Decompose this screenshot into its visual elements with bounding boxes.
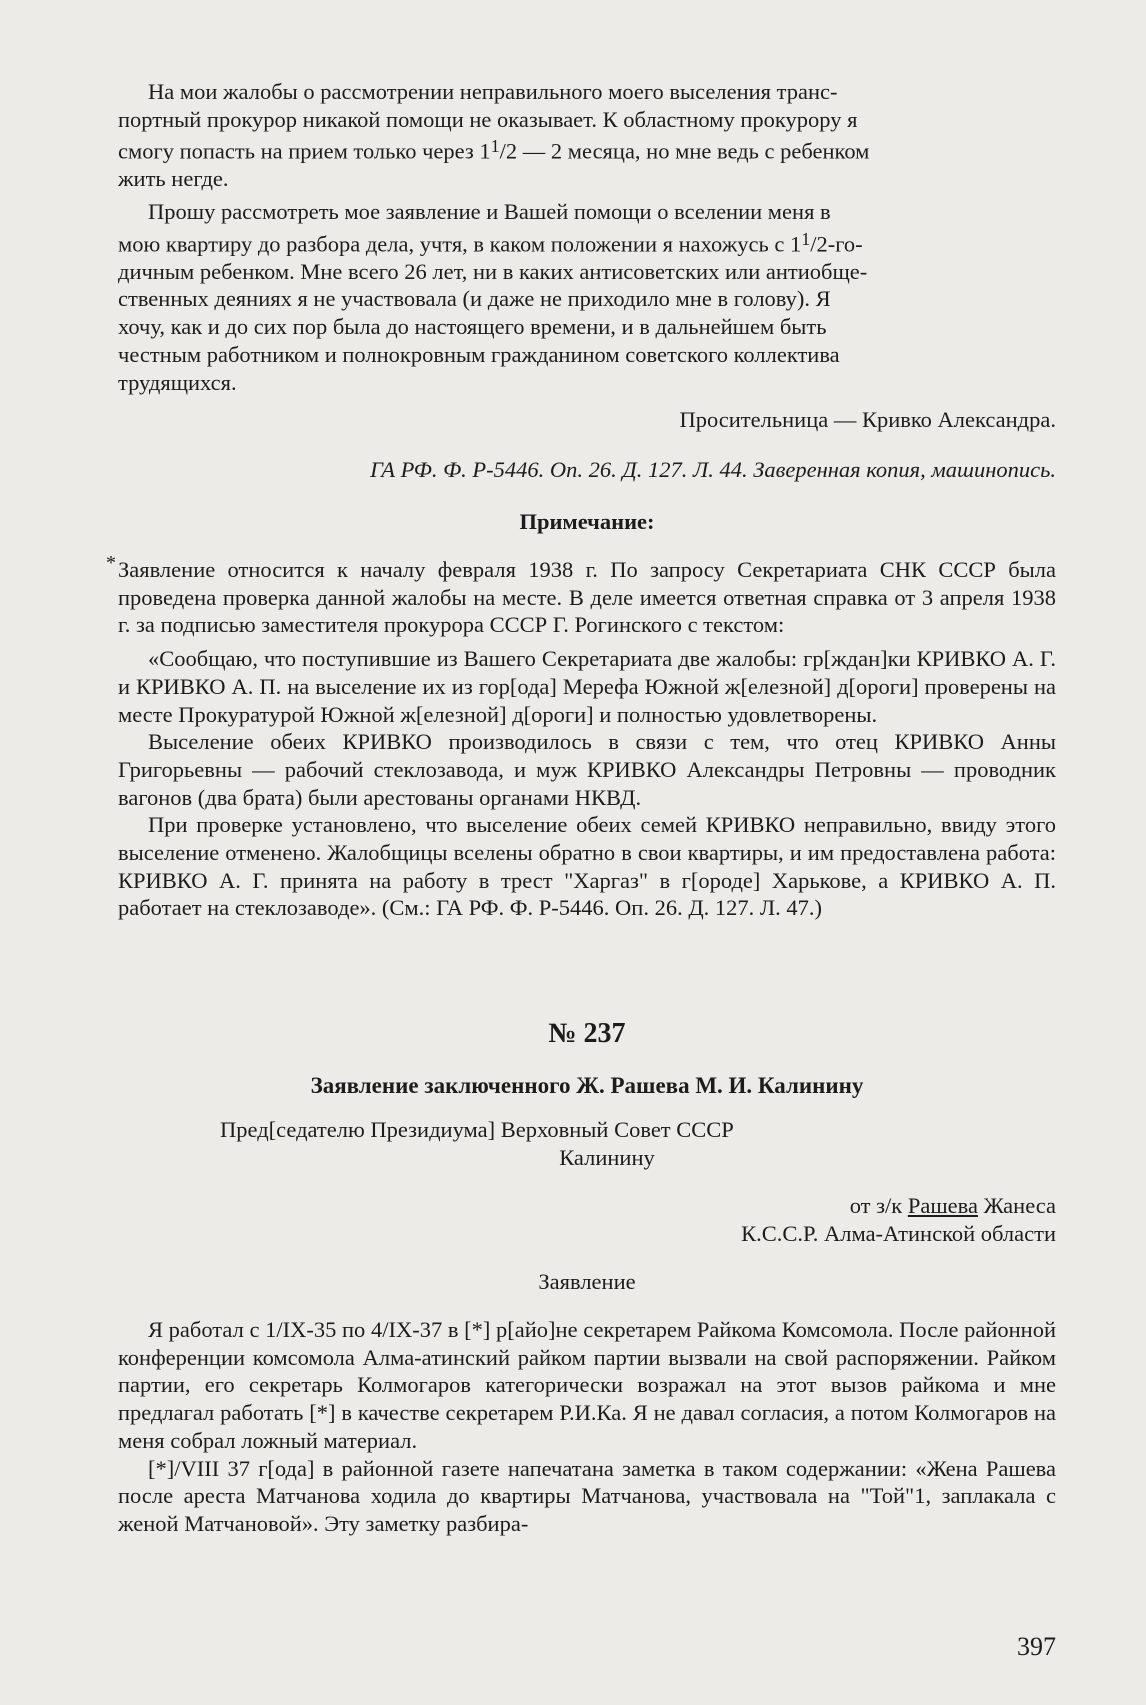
document-title-block bbox=[118, 1072, 1056, 1100]
document-number: № 237 bbox=[548, 1018, 626, 1049]
sender-name: Рашева bbox=[907, 1193, 978, 1218]
addressee-block bbox=[118, 1116, 1056, 1171]
statement-paragraph: Я работал с 1/IX-35 по 4/IX-37 в [*] р[айо]не секретарем Райкома Комсомола. После районной конференции комсомола Алма-атинский райком партии вызвали на свой распоряжении. Райком партии, его секретарь Колмогаров категорически возражал на этот вызов райкома и мне предлагал работать [*] в качестве секретарем Р.И.Ка. Я не давал согласия, а потом Колмогаров на меня собрал ложный материал. bbox=[118, 1317, 1056, 1453]
document-number-block bbox=[118, 1020, 1056, 1048]
statement-label-block bbox=[118, 1268, 1056, 1296]
text-line: честным работником и полнокровным гражданином советского коллектива bbox=[118, 341, 840, 367]
text-line: смогу попасть на прием только через 1 bbox=[118, 138, 491, 164]
footnote-marker: * bbox=[106, 552, 116, 574]
addressee-line: Калинину bbox=[559, 1144, 655, 1170]
signature-block bbox=[118, 406, 1056, 434]
text-line: мою квартиру до разбора дела, учтя, в каком положении я нахожусь с 1 bbox=[118, 231, 802, 256]
addressee-line: Пред[седателю Президиума] Верховный Совет СССР bbox=[220, 1117, 734, 1142]
note-paragraph: Выселение обеих КРИВКО производилось в связи с тем, что отец КРИВКО Анны Григорьевны — рабочий стеклозавода, и муж КРИВКО Александры Петровны — проводник вагонов (два брата) были арестованы органами НКВД. bbox=[118, 729, 1056, 810]
statement-label: Заявление bbox=[538, 1269, 636, 1294]
text-line: жить негде. bbox=[118, 166, 229, 192]
note-title: Примечание: bbox=[519, 509, 655, 534]
superscript: 1 bbox=[490, 136, 500, 157]
sender-region: К.С.С.Р. Алма-Атинской области bbox=[741, 1220, 1056, 1246]
document-title: Заявление заключенного Ж. Рашева М. И. Калинину bbox=[310, 1073, 864, 1098]
note-section bbox=[106, 552, 1056, 922]
text-line: портный прокурор никакой помощи не оказывает. К областному прокурору я bbox=[118, 106, 858, 132]
statement-paragraph: [*]/VIII 37 г[ода] в районной газете напечатана заметка в таком содержании: «Жена Рашева после ареста Матчанова ходила до квартиры Матчанова, участвовала на "Той"1, заплакала с женой Матчановой». Эту заметку разбира- bbox=[118, 1455, 1056, 1536]
note-paragraph: Заявление относится к началу февраля 1938 г. По запросу Секретариата СНК СССР была проведена проверка данной жалобы на месте. В деле имеется ответная справка от 3 апреля 1938 г. за подписью заместителя прокурора СССР Г. Рогинского с текстом: bbox=[118, 557, 1056, 638]
petition-paragraph-1 bbox=[118, 78, 1056, 193]
text-line: ственных деяниях я не участвовала (и даже не приходило мне в голову). Я bbox=[118, 286, 831, 312]
page-number: 397 bbox=[1017, 1632, 1056, 1661]
text-line: /2-го- bbox=[810, 231, 863, 256]
sender-prefix: от з/к bbox=[849, 1193, 908, 1218]
superscript: 1 bbox=[801, 228, 811, 249]
note-paragraph: При проверке установлено, что выселение обеих семей КРИВКО неправильно, ввиду этого выселение отменено. Жалобщицы вселены обратно в свои квартиры, и им предоставлена работа: КРИВКО А. Г. принята на работу в трест "Харгаз" в г[ороде] Харькове, а КРИВКО А. П. работает на стеклозаводе». (См.: ГА РФ. Ф. Р-5446. Оп. 26. Д. 127. Л. 47.) bbox=[118, 812, 1056, 921]
text-line: трудящихся. bbox=[118, 369, 237, 395]
petition-paragraph-2 bbox=[118, 198, 1056, 396]
statement-body bbox=[118, 1316, 1056, 1538]
signature: Просительница — Кривко Александра. bbox=[679, 407, 1056, 432]
text-line: Прошу рассмотреть мое заявление и Вашей помощи о вселении меня в bbox=[148, 199, 831, 224]
text-line: хочу, как и до сих пор была до настоящего времени, и в дальнейшем быть bbox=[118, 314, 827, 340]
archive-ref: ГА РФ. Ф. Р-5446. Оп. 26. Д. 127. Л. 44. Заверенная копия, машинопись. bbox=[370, 457, 1056, 482]
text-line: На мои жалобы о рассмотрении неправильного моего выселения транс- bbox=[148, 79, 838, 104]
note-paragraph: «Сообщаю, что поступившие из Вашего Секретариата две жалобы: гр[ждан]ки КРИВКО А. Г. и КРИВКО А. П. на выселение их из гор[ода] Мерефа Южной ж[елезной] д[ороги] проверены на месте Прокуратурой Южной ж[елезной] д[ороги] и полностью удовлетворены. bbox=[118, 646, 1056, 727]
text-line: /2 — 2 месяца, но мне ведь с ребенком bbox=[499, 138, 870, 164]
sender-block bbox=[118, 1192, 1056, 1247]
note-heading bbox=[118, 508, 1056, 536]
archive-reference bbox=[118, 456, 1056, 484]
sender-suffix: Жанеса bbox=[977, 1193, 1056, 1218]
text-line: дичным ребенком. Мне всего 26 лет, ни в каких антисоветских или антиобще- bbox=[118, 258, 868, 284]
